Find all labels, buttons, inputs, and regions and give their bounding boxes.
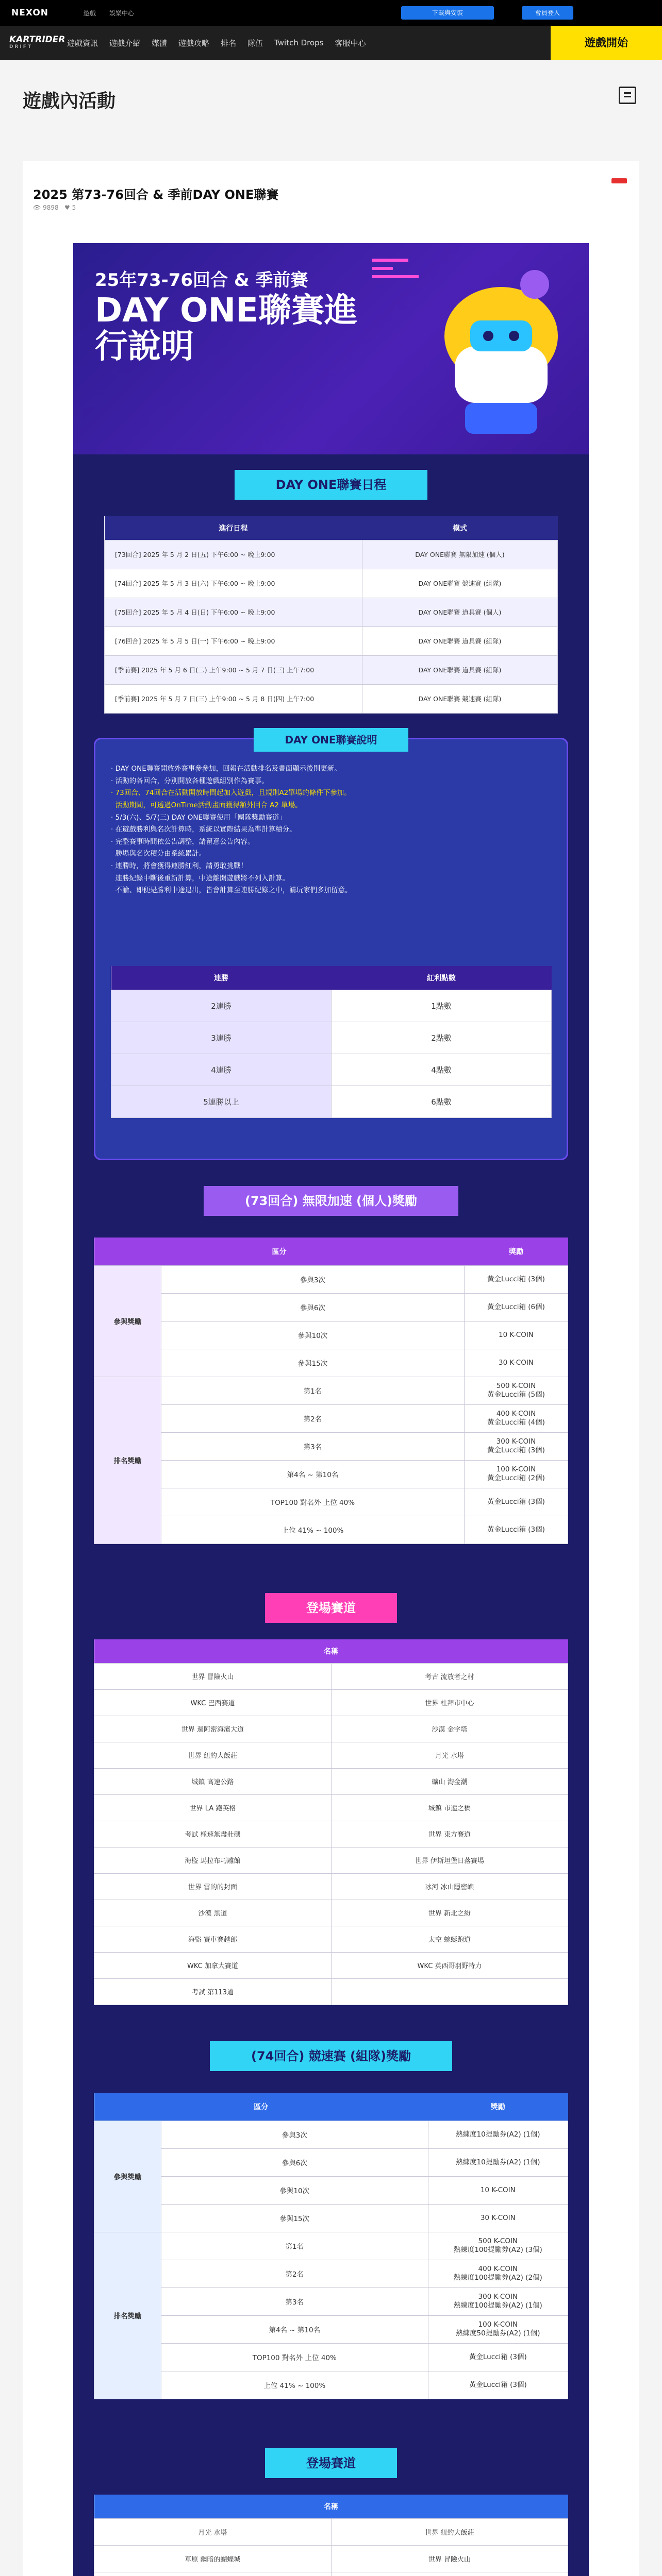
- table-row: [94, 1349, 568, 1377]
- top-bar: [0, 0, 662, 26]
- track-name: 世界 伊斯坦堡日落賽場: [332, 1847, 568, 1873]
- view-count: 9898: [43, 204, 59, 211]
- reward-col-reward: 獎勵: [428, 2093, 568, 2121]
- reward-condition: 第3名: [161, 1432, 465, 1460]
- rule-item: · 73回合、74回合在活動開放時間起加入遊戲，且規則A2單場的條件下參加。: [111, 789, 351, 798]
- reward-item: 300 K-COIN 黃金Lucci箱 (3個): [464, 1432, 568, 1460]
- table-row: [94, 2371, 568, 2399]
- table-row: [94, 1460, 568, 1488]
- track-name: 世界 東方賽道: [332, 1821, 568, 1847]
- rules-banner: DAY ONE聯賽說明: [254, 728, 408, 752]
- schedule-table: [104, 516, 558, 714]
- schedule-date: [75回合] 2025 年 5 月 4 日(日) 下午6:00 ~ 晚上9:00: [105, 598, 362, 626]
- reward-item: 30 K-COIN: [428, 2204, 568, 2232]
- track-name: 考古 流放者之村: [332, 1663, 568, 1689]
- hero-title: DAY ONE聯賽進行說明: [95, 292, 357, 366]
- schedule-mode: DAY ONE聯賽 競速賽 (組隊): [362, 684, 558, 713]
- track-name: 考試 第113道: [94, 1978, 332, 2005]
- bonus-header: 紅利點數: [332, 966, 552, 990]
- schedule-date: [73回合] 2025 年 5 月 2 日(五) 下午6:00 ~ 晚上9:00: [105, 540, 362, 569]
- reward-item: 黃金Lucci箱 (3個): [464, 1488, 568, 1516]
- table-row: [94, 2260, 568, 2287]
- table-row: [94, 2343, 568, 2371]
- nav-ranking[interactable]: 排名: [221, 38, 237, 48]
- table-row: [94, 1293, 568, 1321]
- schedule-mode: DAY ONE聯賽 競速賽 (組隊): [362, 569, 558, 598]
- reward-condition: 第2名: [161, 1404, 465, 1432]
- track-name: 世界 新北之紛: [332, 1900, 568, 1926]
- reward-item: 黃金Lucci箱 (3個): [428, 2371, 568, 2399]
- article-title: 2025 第73-76回合 & 季前DAY ONE聯賽: [33, 188, 279, 202]
- track-name: [332, 1978, 568, 2005]
- track-name: 沙漠 金字塔: [332, 1716, 568, 1742]
- rewards1-table: [94, 1238, 568, 1544]
- reward-condition: 參與3次: [161, 1265, 465, 1293]
- table-row: [94, 2232, 568, 2260]
- track-name: 世界 LA 跑英格: [94, 1794, 332, 1821]
- topbar-link-games[interactable]: 遊戲: [84, 9, 96, 17]
- reward-condition: 第1名: [161, 2232, 428, 2260]
- participation-label: 參與獎勵: [94, 2121, 161, 2232]
- rule-item: · 完整賽事時間依公告調整，請留意公告內容。: [111, 837, 255, 846]
- table-row: [94, 1377, 568, 1404]
- nav-game-info[interactable]: 遊戲資訊: [67, 38, 98, 48]
- nav-twitch-drops[interactable]: Twitch Drops: [274, 38, 324, 47]
- track-name: 城鎮 高速公路: [94, 1768, 332, 1794]
- track-name: 月光 水塔: [332, 1742, 568, 1768]
- track-name: WKC 英西哥羽野特力: [332, 1952, 568, 1978]
- nexon-logo[interactable]: NEXON: [11, 8, 49, 18]
- table-row: [94, 1952, 568, 1978]
- game-nav-bar: [0, 26, 662, 60]
- rule-item: · 在遊戲勝利與名次計算時，系統以實際結果為準計算積分。: [111, 825, 296, 834]
- ranking-label: 排名獎勵: [94, 1377, 161, 1544]
- table-row: [94, 2204, 568, 2232]
- table-row: [94, 1926, 568, 1952]
- table-row: [94, 1265, 568, 1293]
- bonus-cell: 2點數: [332, 1022, 552, 1054]
- ranking-label: 排名獎勵: [94, 2232, 161, 2399]
- schedule-header-mode: 模式: [362, 516, 558, 540]
- bonus-cell: 1點數: [332, 990, 552, 1022]
- reward-item: 500 K-COIN 熱練度100提勵券(A2) (3個): [428, 2232, 568, 2260]
- track-name: 沙漠 黑道: [94, 1900, 332, 1926]
- table-row: [94, 1768, 568, 1794]
- schedule-mode: DAY ONE聯賽 道具賽 (組隊): [362, 655, 558, 684]
- reward-item: 500 K-COIN 黃金Lucci箱 (5個): [464, 1377, 568, 1404]
- track-name: 城鎮 市還之橋: [332, 1794, 568, 1821]
- track-name: 礦山 淘金潮: [332, 1768, 568, 1794]
- reward-item: 400 K-COIN 熱練度100提勵券(A2) (2個): [428, 2260, 568, 2287]
- article-meta: 👁 9898 ♥ 5: [33, 204, 76, 211]
- reward-condition: 參與3次: [161, 2121, 428, 2148]
- rewards2-section: [73, 2041, 589, 2071]
- page-title: 遊戲內活動: [23, 91, 116, 112]
- nav-guide[interactable]: 遊戲攻略: [178, 38, 210, 48]
- table-row: [94, 1663, 568, 1689]
- track-name: 世界 紐約大飯莊: [332, 2518, 568, 2545]
- bonus-cell: 6點數: [332, 1086, 552, 1117]
- track-col-name: 名稱: [94, 1639, 568, 1663]
- track-name: 草原 幽暗的蝴蝶城: [94, 2545, 332, 2572]
- streak-cell: 2連勝: [111, 990, 332, 1022]
- table-row: [94, 1873, 568, 1900]
- reward-condition: TOP100 對名外 上位 40%: [161, 2343, 428, 2371]
- kartrider-logo[interactable]: KARTRIDER DRIFT: [9, 35, 65, 50]
- rule-item: 勝場與名次積分由系統累計。: [115, 850, 206, 858]
- rule-item: · 5/3(六)、5/7(三) DAY ONE聯賽使用「團隊獎勵賽道」: [111, 813, 287, 822]
- rules-header: [95, 728, 567, 752]
- table-row: [94, 2545, 568, 2572]
- track-name: 考試 極速無盡壯碼: [94, 1821, 332, 1847]
- streak-cell: 5連勝以上: [111, 1086, 332, 1117]
- table-row: [94, 2287, 568, 2315]
- table-row: [94, 2518, 568, 2545]
- reward-condition: 第4名 ~ 第10名: [161, 2315, 428, 2343]
- table-row: [105, 684, 558, 713]
- bonus-cell: 4點數: [332, 1054, 552, 1086]
- table-row: [94, 1821, 568, 1847]
- nav-media[interactable]: 媒體: [152, 38, 168, 48]
- schedule-section: [73, 470, 589, 500]
- schedule-banner: DAY ONE聯賽日程: [235, 470, 428, 500]
- list-view-icon[interactable]: [619, 87, 636, 104]
- reward-condition: 上位 41% ~ 100%: [161, 1516, 465, 1544]
- table-row: [94, 2315, 568, 2343]
- rule-item: · DAY ONE聯賽開放外賽事參參加，回報在活動排名及畫面顯示後則更新。: [111, 765, 341, 773]
- download-button[interactable]: 下載與安裝: [401, 6, 494, 20]
- topbar-link-entertainment[interactable]: 娛樂中心: [109, 9, 135, 17]
- schedule-header-date: 進行日程: [105, 516, 362, 540]
- reward-item: 黃金Lucci箱 (3個): [464, 1516, 568, 1544]
- reward-condition: 上位 41% ~ 100%: [161, 2371, 428, 2399]
- track-name: [94, 2572, 332, 2576]
- reward-item: 10 K-COIN: [464, 1321, 568, 1349]
- reward-col-reward: 獎勵: [464, 1238, 568, 1265]
- tracks1-banner: 登場賽道: [265, 1593, 397, 1623]
- rule-item: 連勝紀錄中斷後重新計算，中途離開遊戲將不列入計算。: [115, 874, 290, 883]
- track-name: 海盜 馬拉布巧雕館: [94, 1847, 332, 1873]
- reward-item: 300 K-COIN 熱練度100提勵券(A2) (1個): [428, 2287, 568, 2315]
- rewards2-banner: (74回合) 競速賽 (組隊)獎勵: [210, 2041, 452, 2071]
- schedule-mode: DAY ONE聯賽 道具賽 (個人): [362, 598, 558, 626]
- nav-team[interactable]: 隊伍: [247, 38, 263, 48]
- reward-condition: TOP100 對名外 上位 40%: [161, 1488, 465, 1516]
- table-row: [105, 655, 558, 684]
- table-row: [94, 1321, 568, 1349]
- streak-bonus-table: [111, 966, 552, 1118]
- track-name: 太空 蜿蜒跑道: [332, 1926, 568, 1952]
- tracks2-section: [73, 2448, 589, 2478]
- table-row: [94, 1689, 568, 1716]
- track-name: 海盜 賽車賽越郎: [94, 1926, 332, 1952]
- reward-item: 黃金Lucci箱 (3個): [464, 1265, 568, 1293]
- reward-item: 30 K-COIN: [464, 1349, 568, 1377]
- nav-game-intro[interactable]: 遊戲介紹: [109, 38, 141, 48]
- reward-item: 黃金Lucci箱 (6個): [464, 1293, 568, 1321]
- table-row: [94, 1404, 568, 1432]
- track-name: 月光 水塔: [94, 2518, 332, 2545]
- reward-condition: 參與6次: [161, 2148, 428, 2176]
- decor-bars: [372, 259, 419, 283]
- reward-condition: 第1名: [161, 1377, 465, 1404]
- reward-condition: 第3名: [161, 2287, 428, 2315]
- schedule-date: [季前賽] 2025 年 5 月 7 日(三) 上午9:00 ~ 5 月 8 日(四) 上午7:00: [105, 684, 362, 713]
- schedule-mode: DAY ONE聯賽 無限加速 (個人): [362, 540, 558, 569]
- table-row: [94, 1716, 568, 1742]
- table-row: [94, 2121, 568, 2148]
- reward-item: 熱練度10提勵券(A2) (1個): [428, 2148, 568, 2176]
- track-name: 冰河 冰山隱密嶼: [332, 1873, 568, 1900]
- reward-item: 400 K-COIN 黃金Lucci箱 (4個): [464, 1404, 568, 1432]
- table-row: [94, 1900, 568, 1926]
- tracks2-banner: 登場賽道: [265, 2448, 397, 2478]
- table-row: [94, 1488, 568, 1516]
- table-row: [94, 1742, 568, 1768]
- new-badge: [611, 178, 627, 183]
- track-name: 世界 冒險火山: [332, 2545, 568, 2572]
- streak-cell: 3連勝: [111, 1022, 332, 1054]
- track-name: 世界 紐約大飯莊: [94, 1742, 332, 1768]
- rewards1-section: [73, 1186, 589, 1216]
- schedule-mode: DAY ONE聯賽 道具賽 (組隊): [362, 626, 558, 655]
- table-row: [105, 569, 558, 598]
- track-name: 世界 雷的的封面: [94, 1873, 332, 1900]
- reward-item: 黃金Lucci箱 (3個): [428, 2343, 568, 2371]
- rules-list: [95, 752, 567, 897]
- table-row: [94, 1432, 568, 1460]
- table-row: [94, 2176, 568, 2204]
- reward-item: 100 K-COIN 熱練度50提勵券(A2) (1個): [428, 2315, 568, 2343]
- track-name: 世界 週阿密海濱大道: [94, 1716, 332, 1742]
- track-name: 世界 杜拜市中心: [332, 1689, 568, 1716]
- schedule-date: [76回合] 2025 年 5 月 5 日(一) 下午6:00 ~ 晚上9:00: [105, 626, 362, 655]
- streak-cell: 4連勝: [111, 1054, 332, 1086]
- reward-condition: 參與10次: [161, 1321, 465, 1349]
- table-row: [111, 1054, 552, 1086]
- poster-hero: [73, 243, 589, 454]
- table-row: [94, 2148, 568, 2176]
- rewards2-table: [94, 2093, 568, 2399]
- rule-item: 活動期間，可透過OnTime活動畫面獲得額外回合 A2 單場。: [115, 801, 302, 809]
- reward-condition: 第4名 ~ 第10名: [161, 1460, 465, 1488]
- table-row: [111, 1022, 552, 1054]
- reward-condition: 參與15次: [161, 2204, 428, 2232]
- table-row: [105, 540, 558, 569]
- table-row: [94, 1516, 568, 1544]
- reward-col-category: 區分: [94, 2093, 428, 2121]
- event-poster: [73, 243, 589, 2576]
- table-row: [105, 626, 558, 655]
- like-count: 5: [72, 204, 76, 211]
- participation-label: 參與獎勵: [94, 1265, 161, 1377]
- tracks1-table: [94, 1639, 568, 2005]
- track-name: WKC 加拿大賽道: [94, 1952, 332, 1978]
- rules-box: [94, 734, 568, 1160]
- reward-condition: 參與15次: [161, 1349, 465, 1377]
- table-row: [94, 1978, 568, 2005]
- streak-header: 連勝: [111, 966, 332, 990]
- hero-subtitle: 25年73-76回合 & 季前賽: [95, 270, 308, 291]
- nav-support[interactable]: 客服中心: [335, 38, 366, 48]
- table-row: [105, 598, 558, 626]
- table-row: [94, 1794, 568, 1821]
- track-name: [332, 2572, 568, 2576]
- reward-item: 熱練度10提勵券(A2) (1個): [428, 2121, 568, 2148]
- rule-item: · 活動的各回合，分別開放各種遊戲組別作為賽事。: [111, 776, 269, 785]
- reward-condition: 第2名: [161, 2260, 428, 2287]
- reward-condition: 參與10次: [161, 2176, 428, 2204]
- track-name: WKC 巴西賽道: [94, 1689, 332, 1716]
- reward-item: 10 K-COIN: [428, 2176, 568, 2204]
- rule-item: · 連勝時，將會獲得連勝紅利，請勇敢挑戰！: [111, 862, 248, 870]
- game-start-button[interactable]: 遊戲開始: [551, 26, 662, 60]
- reward-col-category: 區分: [94, 1238, 465, 1265]
- rule-item: 不論、即便是勝利中途退出，皆會計算至連勝紀錄之中，請玩家們多加留意。: [115, 886, 352, 895]
- table-row: [94, 1847, 568, 1873]
- mascot-illustration: [434, 259, 568, 439]
- rewards1-banner: (73回合) 無限加速 (個人)獎勵: [204, 1186, 458, 1216]
- table-row: [111, 1086, 552, 1117]
- table-row: [111, 990, 552, 1022]
- tracks2-table: [94, 2495, 568, 2576]
- table-row: [94, 2572, 568, 2576]
- schedule-date: [季前賽] 2025 年 5 月 6 日(二) 上午9:00 ~ 5 月 7 日(三) 上午7:00: [105, 655, 362, 684]
- article-card: [23, 161, 639, 2576]
- track-name: 世界 冒險火山: [94, 1663, 332, 1689]
- reward-item: 100 K-COIN 黃金Lucci箱 (2個): [464, 1460, 568, 1488]
- reward-condition: 參與6次: [161, 1293, 465, 1321]
- login-button[interactable]: 會員登入: [522, 6, 573, 20]
- tracks1-section: [73, 1593, 589, 1623]
- track-col-name: 名稱: [94, 2495, 568, 2518]
- schedule-date: [74回合] 2025 年 5 月 3 日(六) 下午6:00 ~ 晚上9:00: [105, 569, 362, 598]
